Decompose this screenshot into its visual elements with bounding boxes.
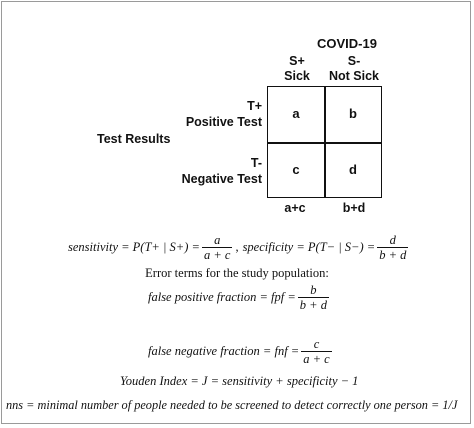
nns-formula: nns = minimal number of people needed to be screened to detect correctly one person = 1/J (6, 398, 458, 412)
false-positive-fraction-formula (148, 283, 331, 312)
grid-horizontal-divider (267, 142, 382, 144)
sensitivity-denominator: a + c (203, 248, 231, 262)
formula-separator: , (235, 240, 239, 254)
column-header-sick-label: Sick (284, 69, 310, 83)
row-header-negative-label: Negative Test (181, 172, 262, 186)
sensitivity-fraction (202, 233, 232, 262)
disease-label: COVID-19 (317, 36, 377, 51)
specificity-numerator: d (389, 233, 396, 247)
column-header-not-sick (324, 54, 384, 84)
fnf-lhs: false negative fraction = fnf = (148, 344, 300, 358)
fnf-denominator: a + c (303, 352, 330, 366)
cell-a: a (292, 106, 300, 121)
specificity-lhs: specificity = P(T− | S−) = (242, 240, 376, 254)
row-header-positive-label: Positive Test (185, 115, 262, 129)
column-header-not-sick-code: S- (347, 54, 361, 68)
fnf-numerator: c (313, 337, 320, 351)
figure-canvas (1, 1, 471, 424)
fnf-fraction (301, 337, 331, 366)
sensitivity-specificity-formula (68, 233, 410, 262)
row-header-positive-code: T+ (247, 99, 262, 113)
fpf-lhs: false positive fraction = fpf = (148, 290, 296, 304)
fpf-fraction (298, 283, 329, 312)
sensitivity-numerator: a (214, 233, 221, 247)
sensitivity-lhs: sensitivity = P(T+ | S+) = (68, 240, 200, 254)
column-header-sick (271, 54, 323, 84)
column-header-not-sick-label: Not Sick (328, 69, 379, 83)
cell-b: b (349, 106, 357, 121)
row-header-positive-test (142, 98, 262, 130)
specificity-fraction (377, 233, 408, 262)
row-header-negative-code: T- (250, 156, 262, 170)
column-total-sick: a+c (284, 201, 306, 215)
row-header-negative-test (142, 155, 262, 187)
false-negative-fraction-formula (148, 337, 334, 366)
cell-c: c (292, 162, 300, 177)
fpf-denominator: b + d (299, 298, 327, 312)
cell-d: d (349, 162, 357, 177)
youden-index-formula: Youden Index = J = sensitivity + specificity − 1 (120, 374, 359, 388)
fpf-numerator: b (310, 283, 317, 297)
column-header-sick-code: S+ (289, 54, 305, 68)
test-results-label: Test Results (97, 132, 171, 146)
error-terms-heading: Error terms for the study population: (145, 266, 329, 280)
column-total-not-sick: b+d (342, 201, 366, 215)
specificity-denominator: b + d (379, 248, 407, 262)
